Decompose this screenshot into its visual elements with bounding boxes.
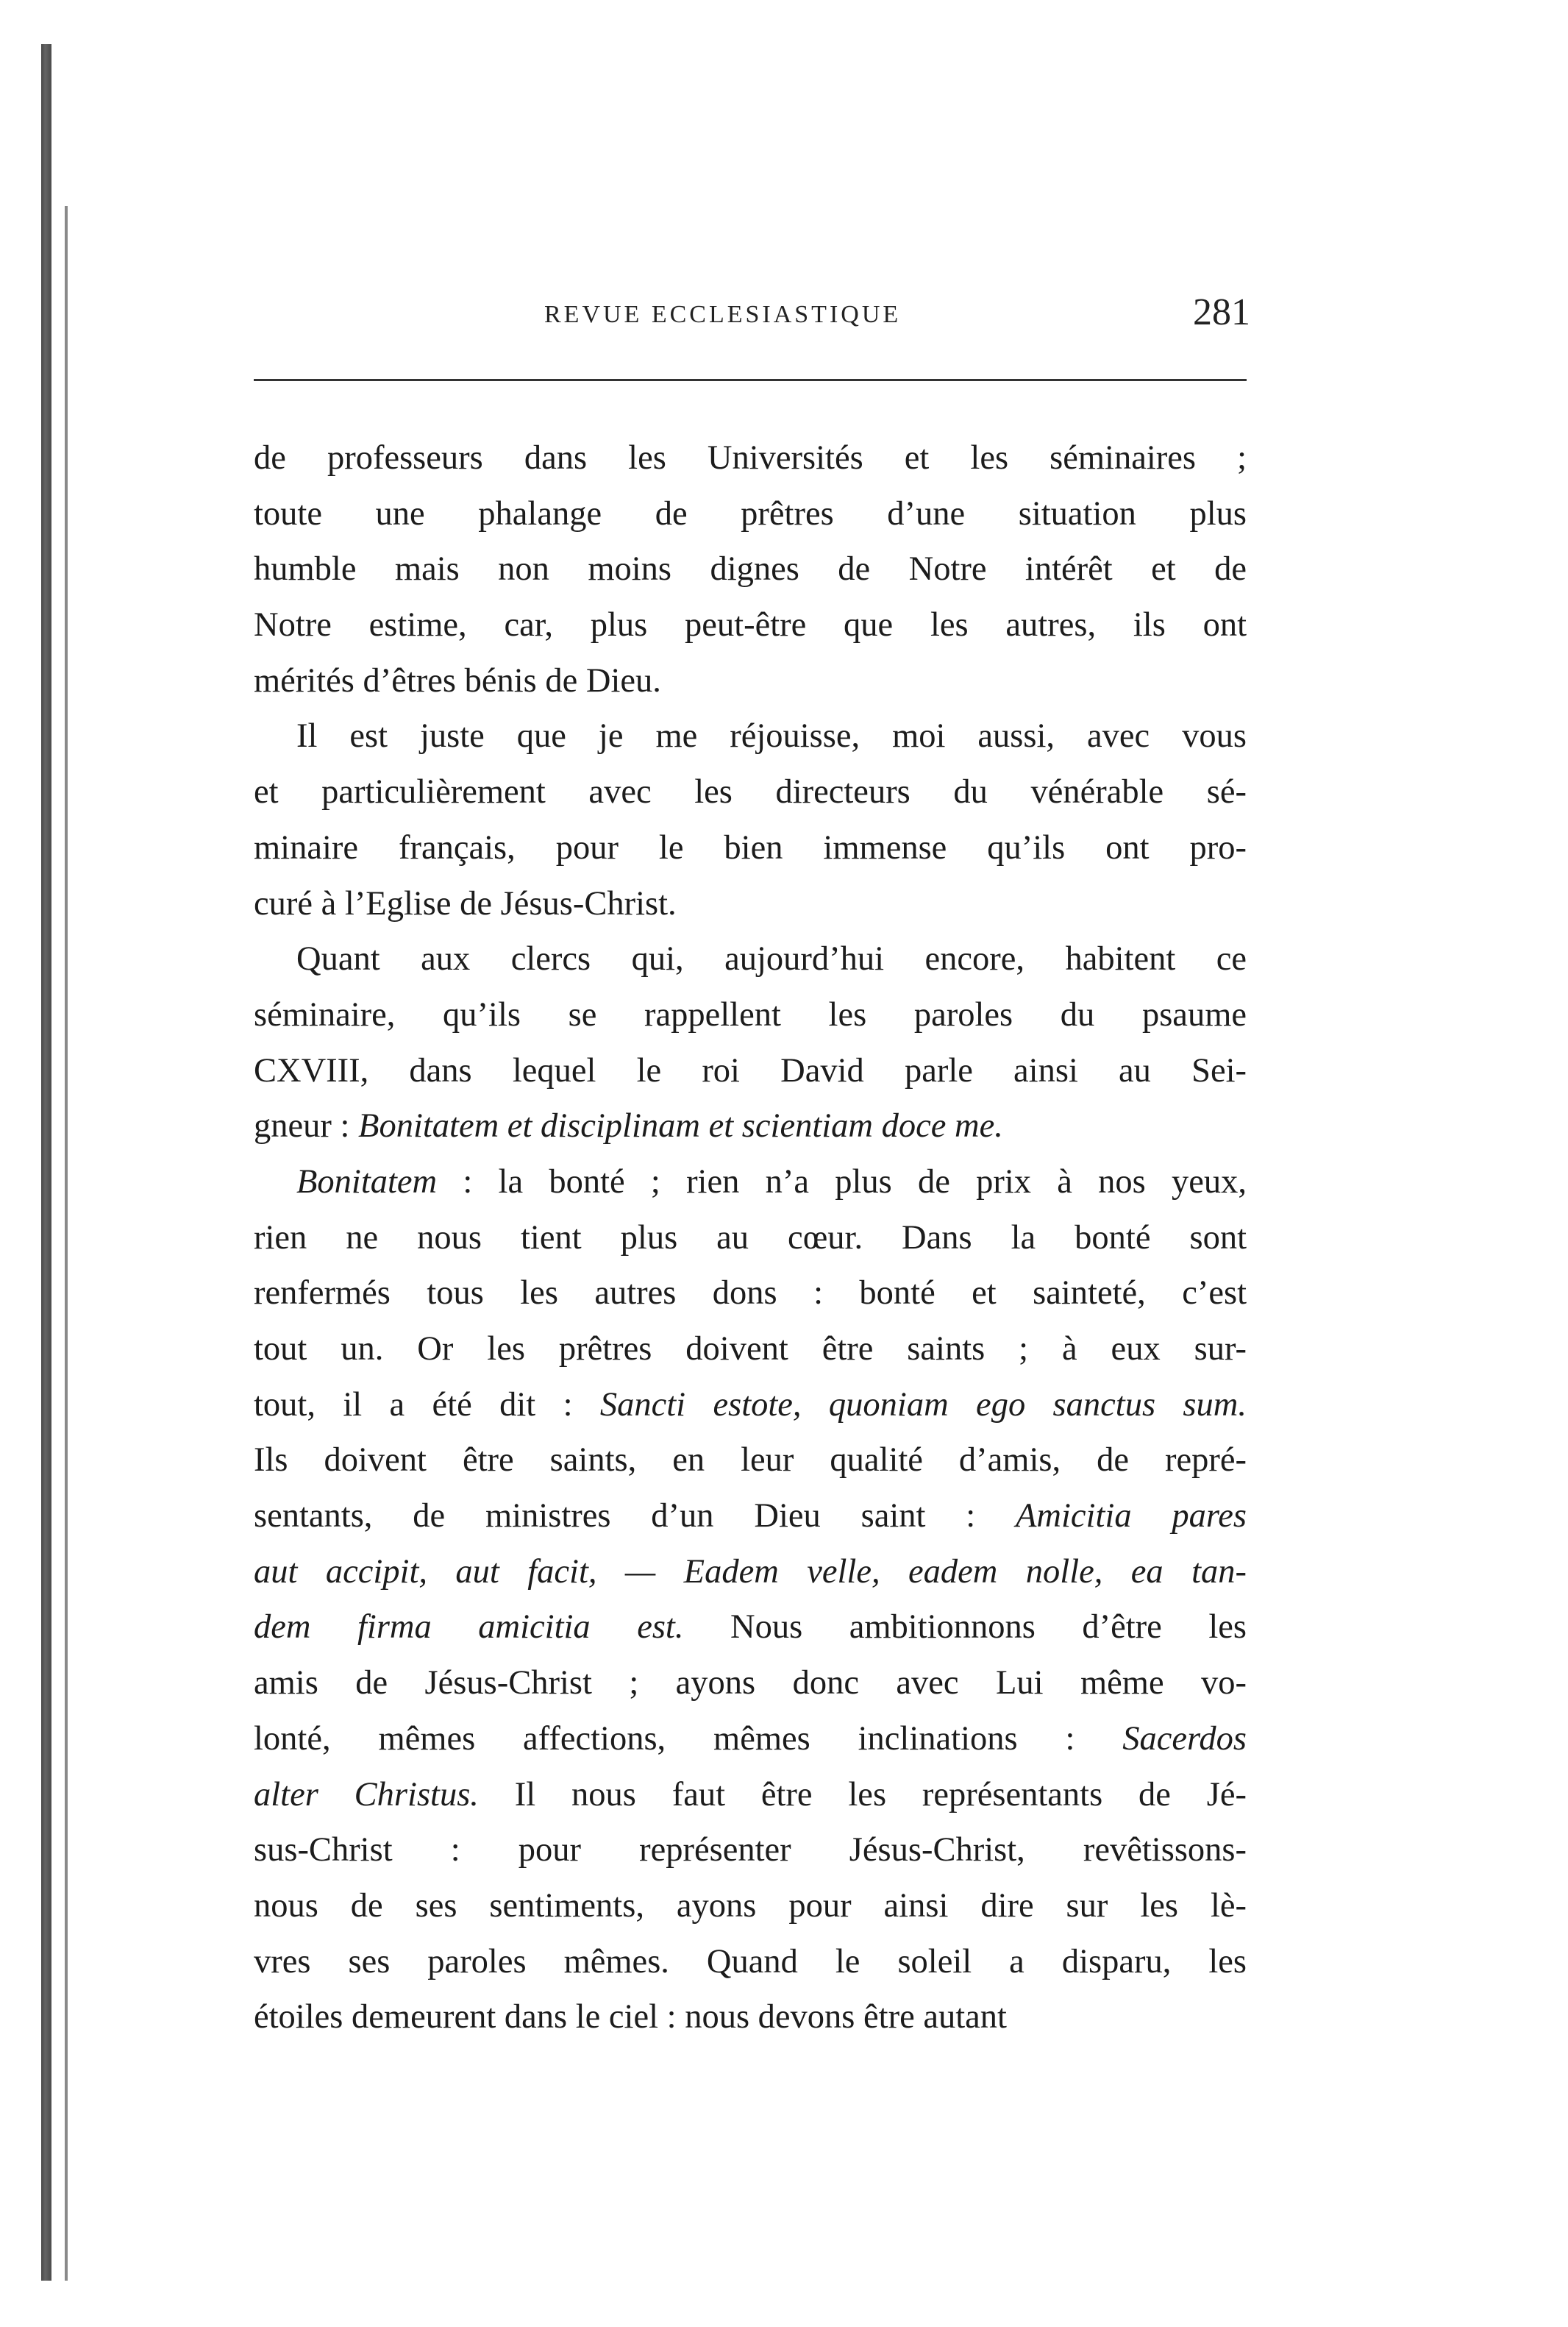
text-line [254, 1098, 1247, 1154]
text-span: sentants, de ministres d’un Dieu saint : [254, 1497, 1016, 1535]
text-line [254, 764, 1247, 820]
text-span: vres ses paroles mêmes. Quand le soleil a disparu, les [254, 1942, 1247, 1980]
text-line [254, 1934, 1247, 1990]
text-line [254, 1711, 1247, 1767]
text-line [254, 1210, 1247, 1266]
italic-span: Bonitatem [296, 1162, 438, 1201]
text-line [254, 1488, 1247, 1544]
italic-span: dem firma amicitia est. [254, 1608, 684, 1646]
running-title: REVUE ECCLESIASTIQUE [544, 301, 902, 328]
text-line [254, 1432, 1247, 1488]
text-span: mérités d’êtres bénis de Dieu. [254, 661, 661, 700]
text-line [254, 987, 1247, 1043]
text-line [254, 653, 1247, 709]
text-line [254, 1377, 1247, 1433]
text-span: étoiles demeurent dans le ciel : nous devons être autant [254, 1998, 1007, 2036]
body-text [254, 430, 1247, 2045]
text-span: tout un. Or les prêtres doivent être saints ; à eux sur- [254, 1330, 1247, 1368]
header-rule [254, 379, 1247, 381]
page-number: 281 [1193, 291, 1250, 333]
text-span: Ils doivent être saints, en leur qualité d’amis, de repré- [254, 1441, 1247, 1479]
text-line [254, 708, 1247, 764]
text-line [254, 1767, 1247, 1823]
text-line [254, 1655, 1247, 1711]
text-line [254, 1154, 1247, 1210]
text-line [254, 1989, 1247, 2045]
page-edge-shadow [65, 206, 68, 2281]
book-spine-shadow [41, 44, 51, 2281]
text-line [254, 1043, 1247, 1099]
text-line [254, 1822, 1247, 1878]
text-span: lonté, mêmes affections, mêmes inclinations : [254, 1719, 1123, 1758]
text-span: nous de ses sentiments, ayons pour ainsi dire sur les lè- [254, 1886, 1247, 1925]
text-span: gneur : [254, 1107, 359, 1145]
text-span: Il nous faut être les représentants de Jé- [478, 1775, 1247, 1813]
text-span: toute une phalange de prêtres d’une situation plus [254, 494, 1247, 533]
text-span: Quant aux clercs qui, aujourd’hui encore, habitent ce [296, 940, 1247, 978]
text-span: amis de Jésus-Christ ; ayons donc avec Lui même vo- [254, 1664, 1247, 1702]
italic-span: alter Christus. [254, 1775, 479, 1813]
italic-span: aut accipit, aut facit, — Eadem velle, eadem nolle, ea tan- [254, 1552, 1247, 1591]
text-line [254, 1544, 1247, 1600]
text-span: rien ne nous tient plus au cœur. Dans la bonté sont [254, 1218, 1247, 1257]
text-line [254, 1265, 1247, 1321]
text-span: et particulièrement avec les directeurs du vénérable sé- [254, 773, 1247, 811]
text-line [254, 931, 1247, 987]
italic-span: Bonitatem et disciplinam et scientiam doce me. [358, 1107, 1003, 1145]
italic-span: Amicitia pares [1016, 1497, 1247, 1535]
text-line [254, 820, 1247, 876]
text-line [254, 1321, 1247, 1377]
text-line [254, 1878, 1247, 1934]
text-line [254, 486, 1247, 542]
italic-span: Sancti estote, quoniam ego sanctus sum. [599, 1385, 1247, 1424]
text-span: Nous ambitionnons d’être les [683, 1608, 1247, 1646]
text-span: : la bonté ; rien n’a plus de prix à nos yeux, [437, 1162, 1247, 1201]
page-header [250, 291, 1250, 349]
text-span: tout, il a été dit : [254, 1385, 600, 1424]
text-line [254, 597, 1247, 653]
text-span: Notre estime, car, plus peut-être que les autres, ils ont [254, 606, 1247, 644]
text-line [254, 541, 1247, 597]
text-line [254, 430, 1247, 486]
italic-span: Sacerdos [1122, 1719, 1247, 1758]
text-span: sus-Christ : pour représenter Jésus-Christ, revêtissons- [254, 1831, 1247, 1869]
text-span: curé à l’Eglise de Jésus-Christ. [254, 884, 677, 923]
text-span: CXVIII, dans lequel le roi David parle ainsi au Sei- [254, 1051, 1247, 1090]
text-span: humble mais non moins dignes de Notre intérêt et de [254, 550, 1247, 589]
text-span: minaire français, pour le bien immense qu’ils ont pro- [254, 828, 1247, 867]
text-span: renfermés tous les autres dons : bonté et sainteté, c’est [254, 1274, 1247, 1312]
text-span: séminaire, qu’ils se rappellent les paroles du psaume [254, 995, 1247, 1034]
text-span: Il est juste que je me réjouisse, moi aussi, avec vous [296, 717, 1247, 756]
text-span: de professeurs dans les Universités et les séminaires ; [254, 439, 1247, 477]
text-line [254, 1599, 1247, 1655]
text-line [254, 876, 1247, 932]
